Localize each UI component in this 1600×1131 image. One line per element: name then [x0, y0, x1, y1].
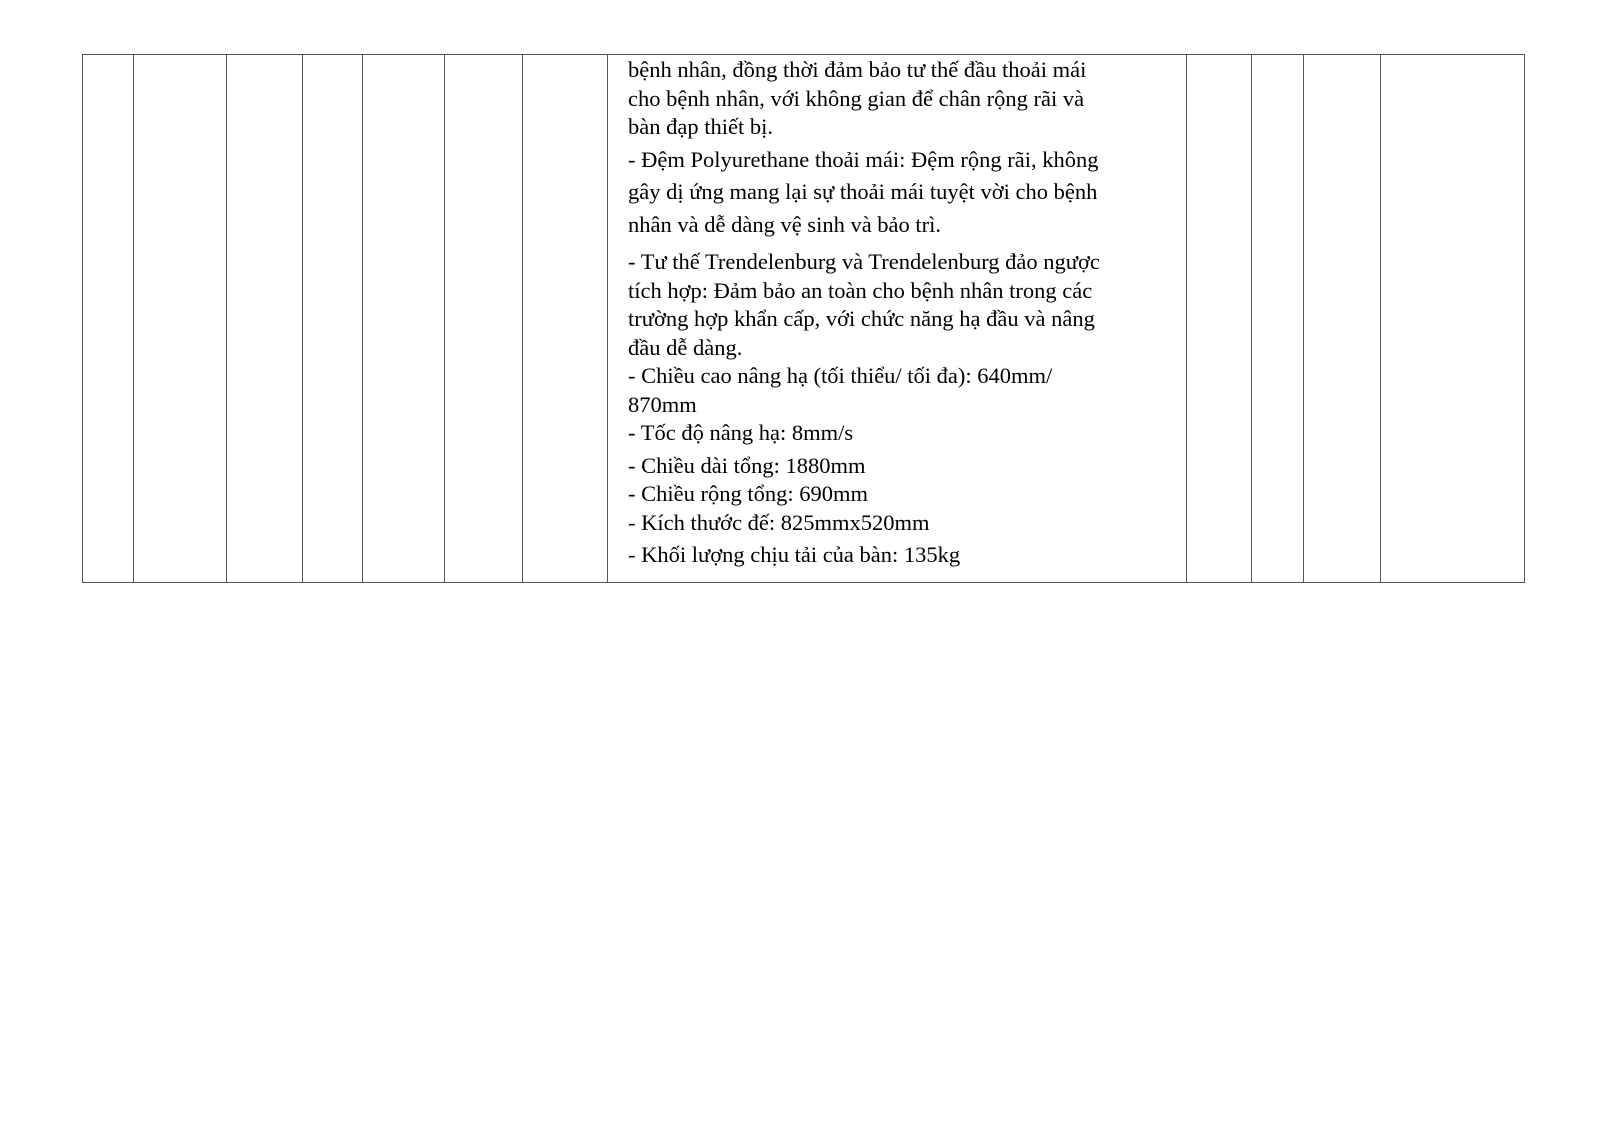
description-line: - Chiều rộng tổng: 690mm — [628, 481, 868, 506]
empty-cell — [523, 55, 608, 583]
description-line: nhân và dễ dàng vệ sinh và bảo trì. — [628, 211, 942, 237]
description-line: bàn đạp thiết bị. — [628, 114, 773, 139]
empty-cell — [1381, 55, 1525, 583]
empty-cell — [227, 55, 303, 583]
description-line: gây dị ứng mang lại sự thoải mái tuyệt vời cho bệnh — [628, 179, 1098, 204]
specification-table — [82, 54, 1525, 583]
description-line: - Đệm Polyurethane thoải mái: Đệm rộng rãi, không — [628, 146, 1099, 172]
description-line: bệnh nhân, đồng thời đảm bảo tư thế đầu thoải mái — [628, 57, 1087, 82]
description-line: - Tốc độ nâng hạ: 8mm/s — [628, 420, 854, 445]
description-line: - Kích thước đế: 825mmx520mm — [628, 509, 930, 535]
empty-cell — [303, 55, 363, 583]
empty-cell — [83, 55, 134, 583]
table-row — [83, 55, 1525, 583]
description-line: đầu dễ dàng. — [628, 334, 743, 360]
description-line: - Chiều dài tổng: 1880mm — [628, 452, 866, 478]
empty-cell — [1252, 55, 1304, 583]
empty-cell — [1304, 55, 1381, 583]
empty-cell — [1187, 55, 1252, 583]
empty-cell — [134, 55, 227, 583]
description-line: - Chiều cao nâng hạ (tối thiểu/ tối đa): 640mm/ — [628, 363, 1053, 388]
description-line: - Tư thế Trendelenburg và Trendelenburg đảo ngược — [628, 249, 1100, 274]
description-line: trường hợp khẩn cấp, với chức năng hạ đầu và nâng — [628, 306, 1095, 331]
description-line: cho bệnh nhân, với không gian để chân rộng rãi và — [628, 85, 1085, 111]
technical-description-cell — [608, 55, 1187, 583]
description-line: - Khối lượng chịu tải của bàn: 135kg — [628, 542, 961, 567]
empty-cell — [445, 55, 523, 583]
description-line: tích hợp: Đảm bảo an toàn cho bệnh nhân trong các — [628, 277, 1093, 303]
description-line: 870mm — [628, 391, 697, 417]
empty-cell — [363, 55, 445, 583]
